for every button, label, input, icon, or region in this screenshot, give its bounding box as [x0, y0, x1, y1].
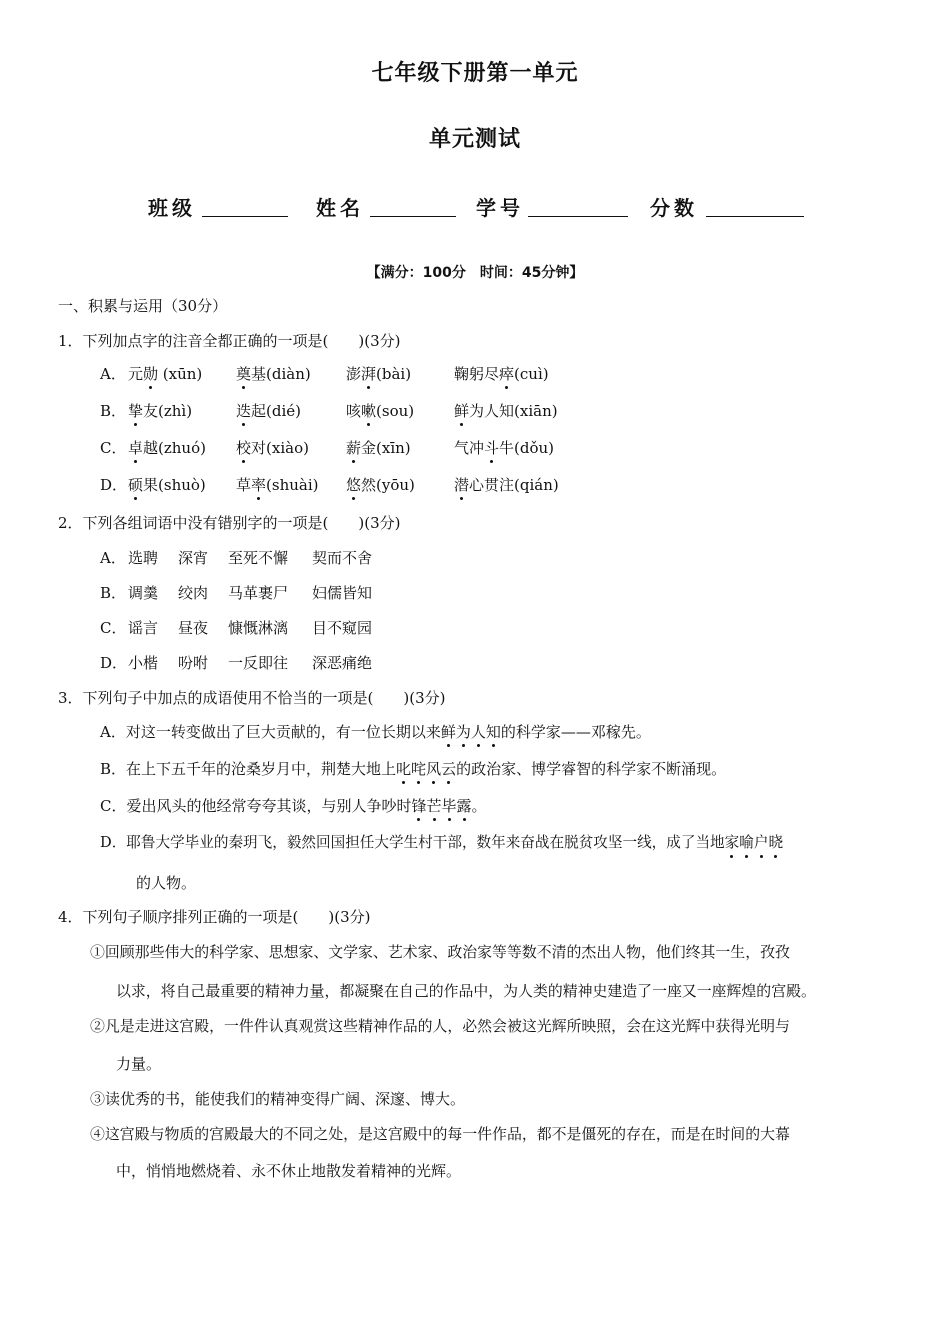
option-item: 迭起(dié)	[236, 402, 301, 420]
option-letter: A．	[100, 365, 126, 383]
name-field[interactable]	[370, 216, 456, 217]
option-item: 草率(shuài)	[236, 476, 319, 494]
option-item: 卓越(zhuó)	[128, 439, 206, 457]
question-1-stem: 1．下列加点字的注音全都正确的一项是( )(3分)	[58, 332, 401, 350]
option-item: 契而不舍	[312, 549, 373, 567]
option-item: 挚友(zhì)	[128, 402, 193, 420]
q3-option-c: C．爱出风头的他经常夸夸其谈，与别人争吵时锋芒毕露。	[100, 797, 487, 815]
option-item: 奠基(diàn)	[236, 365, 311, 383]
q3-option-d: D．耶鲁大学毕业的秦玥飞，毅然回国担任大学生村干部，数年来奋战在脱贫攻坚一线，成了当地家喻户晓	[100, 834, 784, 851]
q4-sentence-4: ④这宫殿与物质的宫殿最大的不同之处，是这宫殿中的每一件作品，都不是僵死的存在，而是在时间的大幕	[90, 1125, 790, 1143]
score-field[interactable]	[706, 216, 804, 217]
name-label: 姓名	[316, 196, 364, 220]
option-item: 至死不懈	[228, 549, 289, 567]
question-3-stem: 3．下列句子中加点的成语使用不恰当的一项是( )(3分)	[58, 689, 446, 707]
dotted-idiom: 家喻户晓	[724, 834, 784, 851]
option-item: 马革裹尸	[228, 584, 289, 602]
option-letter: A．	[100, 549, 126, 567]
option-item: 谣言	[128, 619, 159, 637]
option-item: 目不窥园	[312, 619, 373, 637]
option-item: 元勋 (xūn)	[128, 365, 203, 383]
option-letter: D．	[100, 476, 128, 494]
option-item: 选聘	[128, 549, 159, 567]
option-item: 深恶痛绝	[312, 654, 373, 672]
option-item: 昼夜	[178, 619, 209, 637]
q3-option-a: A．对这一转变做出了巨大贡献的，有一位长期以来鲜为人知的科学家——邓稼先。	[100, 723, 651, 741]
student-id-field[interactable]	[528, 216, 628, 217]
option-item: 调羹	[128, 584, 159, 602]
option-letter: B．	[100, 584, 127, 602]
option-letter: C．	[100, 619, 127, 637]
q4-sentence-3: ③读优秀的书，能使我们的精神变得广阔、深邃、博大。	[90, 1090, 466, 1108]
q4-sentence-4-cont: 中，悄悄地燃烧着、永不休止地散发着精神的光辉。	[116, 1162, 462, 1180]
q4-sentence-1: ①回顾那些伟大的科学家、思想家、文学家、艺术家、政治家等等数不清的杰出人物，他们终其一生，孜孜	[90, 943, 790, 961]
class-field[interactable]	[202, 216, 288, 217]
exam-meta: 【满分：100分 时间：45分钟】	[366, 265, 584, 281]
dotted-idiom: 鲜为人知	[440, 723, 501, 741]
section-title: 一、积累与运用（30分）	[58, 297, 228, 315]
option-item: 鲜为人知(xiān)	[454, 402, 558, 420]
option-item: 硕果(shuò)	[128, 476, 206, 494]
option-letter: C．	[100, 439, 127, 457]
option-item: 小楷	[128, 654, 159, 672]
option-item: 咳嗽(sou)	[346, 402, 415, 420]
page-subtitle: 单元测试	[428, 127, 521, 152]
q3-option-d-cont: 的人物。	[136, 874, 197, 892]
option-letter: B．	[100, 402, 127, 420]
option-item: 澎湃(bài)	[346, 365, 412, 383]
dotted-idiom: 叱咤风云	[396, 760, 457, 778]
option-item: 吩咐	[178, 654, 209, 672]
option-item: 一反即往	[228, 654, 289, 672]
page-title: 七年级下册第一单元	[371, 61, 579, 86]
question-4-stem: 4．下列句子顺序排列正确的一项是( )(3分)	[58, 908, 371, 926]
question-2-stem: 2．下列各组词语中没有错别字的一项是( )(3分)	[58, 514, 401, 532]
option-item: 校对(xiào)	[236, 439, 309, 457]
class-label: 班级	[148, 196, 196, 220]
q4-sentence-1-cont: 以求，将自己最重要的精神力量，都凝聚在自己的作品中，为人类的精神史建造了一座又一座辉煌的宫殿。	[116, 982, 816, 1000]
option-item: 慷慨淋漓	[228, 619, 289, 637]
option-item: 潜心贯注(qián)	[454, 476, 559, 494]
dotted-idiom: 锋芒毕露	[411, 797, 472, 815]
option-item: 鞠躬尽瘁(cuì)	[454, 365, 549, 383]
q4-sentence-2-cont: 力量。	[116, 1055, 162, 1073]
score-label: 分数	[650, 196, 698, 220]
option-item: 薪金(xīn)	[346, 439, 411, 457]
option-item: 绞肉	[178, 584, 209, 602]
option-item: 妇儒皆知	[312, 584, 373, 602]
q4-sentence-2: ②凡是走进这宫殿，一件件认真观赏这些精神作品的人，必然会被这光辉所映照，会在这光辉中获得光明与	[90, 1017, 790, 1035]
option-item: 悠然(yōu)	[346, 476, 415, 494]
student-info-row	[0, 188, 950, 222]
option-letter: D．	[100, 654, 128, 672]
option-item: 气冲斗牛(dǒu)	[454, 439, 555, 457]
student-id-label: 学号	[476, 196, 524, 220]
q3-option-b: B．在上下五千年的沧桑岁月中，荆楚大地上叱咤风云的政治家、博学睿智的科学家不断涌现。	[100, 760, 727, 778]
option-item: 深宵	[178, 549, 209, 567]
